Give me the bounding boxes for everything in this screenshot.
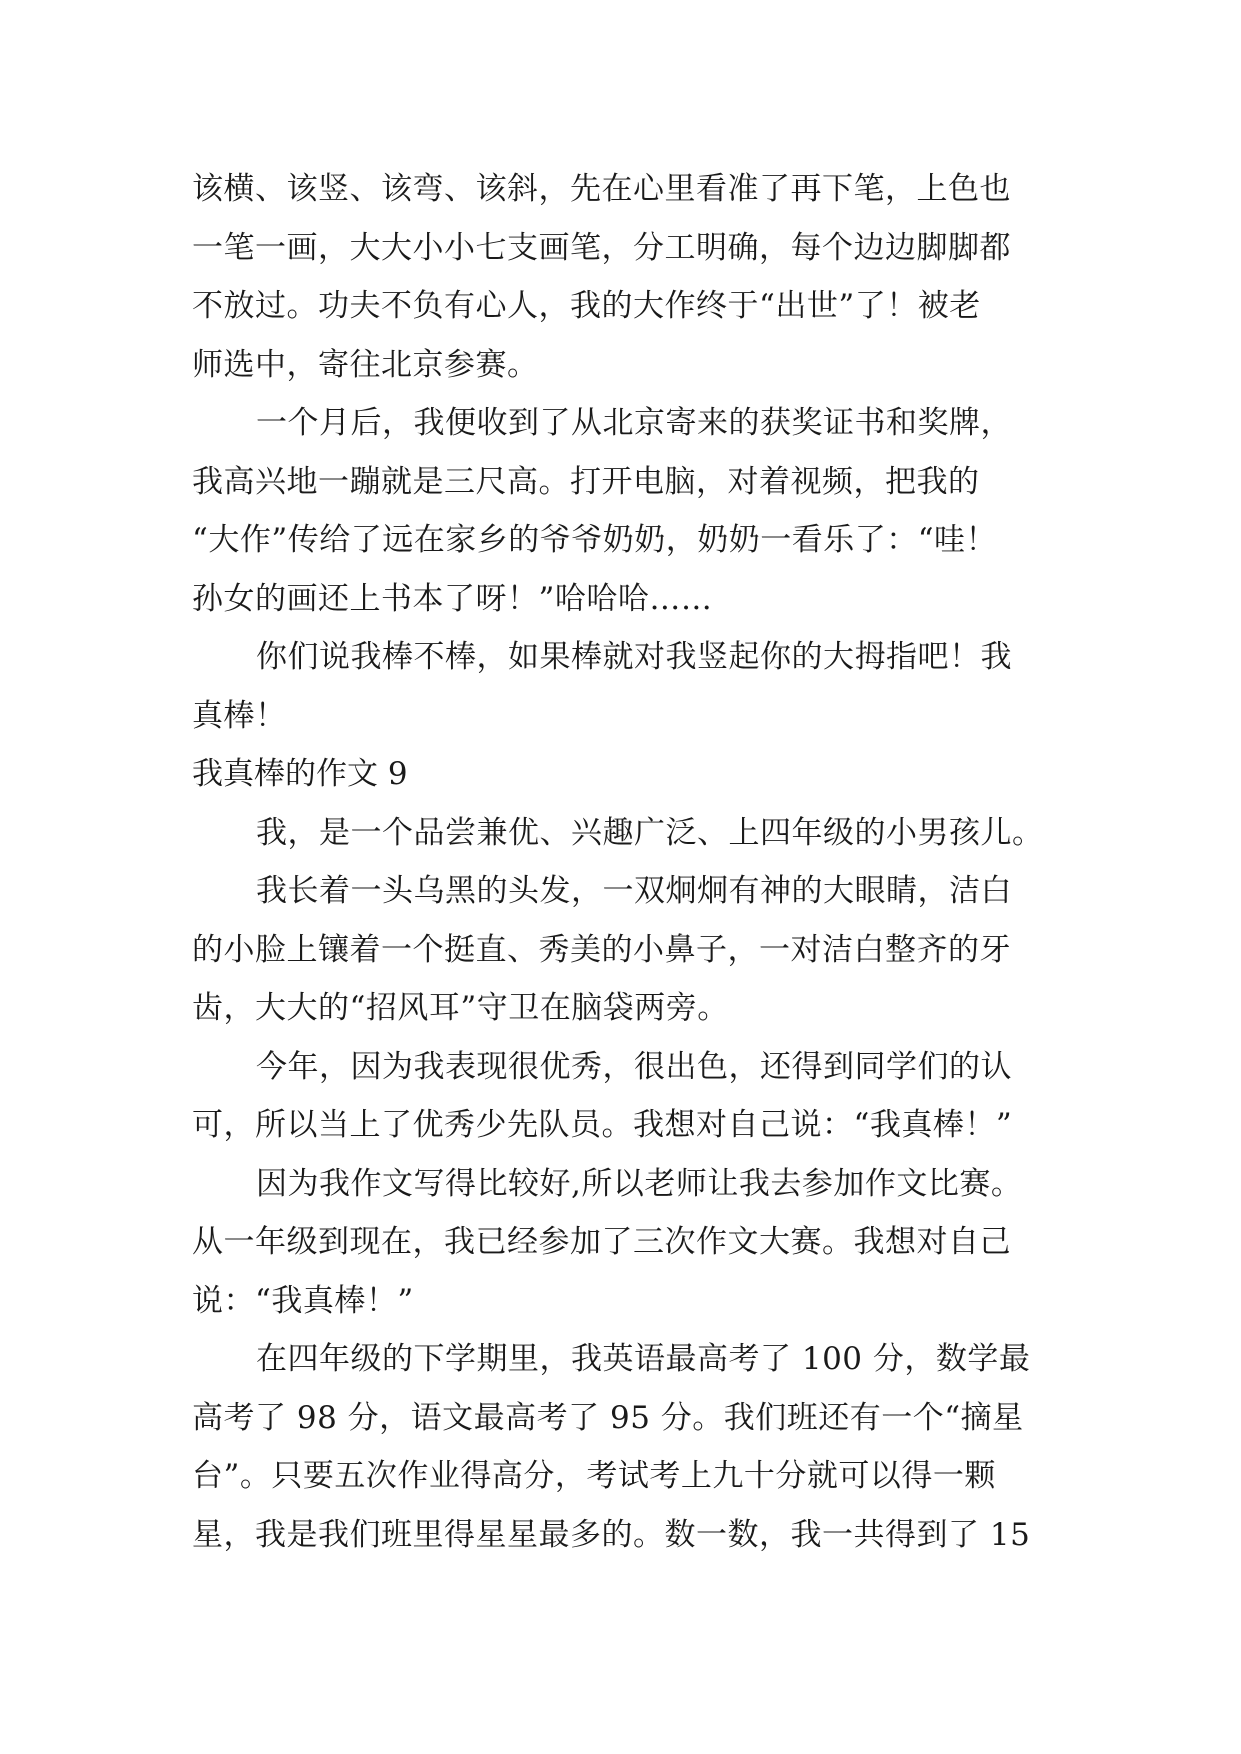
text-line: 从一年级到现在，我已经参加了三次作文大赛。我想对自己	[192, 1224, 1011, 1260]
paragraph-first-line: 我，是一个品尝兼优、兴趣广泛、上四年级的小男孩儿。	[256, 814, 1044, 851]
text-line: 孙女的画还上书本了呀！”哈哈哈……	[192, 580, 713, 617]
text-line: “大作”传给了远在家乡的爷爷奶奶，奶奶一看乐了：“哇！	[192, 522, 998, 558]
document-body	[192, 160, 1052, 1564]
paragraph-first-line: 一个月后，我便收到了从北京寄来的获奖证书和奖牌，	[256, 405, 1012, 441]
text-line: 齿，大大的“招风耳”守卫在脑袋两旁。	[192, 990, 729, 1026]
text-line: 星，我是我们班里得星星最多的。数一数，我一共得到了 15	[192, 1516, 1031, 1553]
text-line: 高考了 98 分，语文最高考了 95 分。我们班还有一个“摘星	[192, 1399, 1024, 1436]
paragraph-first-line: 今年，因为我表现很优秀，很出色，还得到同学们的认	[256, 1048, 1012, 1085]
text-line: 说：“我真棒！”	[192, 1282, 414, 1319]
text-line: 该横、该竖、该弯、该斜，先在心里看准了再下笔，上色也	[192, 171, 1011, 207]
text-line: 我高兴地一蹦就是三尺高。打开电脑，对着视频，把我的	[192, 463, 980, 500]
section-heading: 我真棒的作文 9	[192, 756, 408, 792]
paragraph-first-line: 因为我作文写得比较好,所以老师让我去参加作文比赛。	[256, 1165, 1023, 1202]
text-line: 师选中，寄往北京参赛。	[192, 346, 539, 383]
text-line: 台”。只要五次作业得高分，考试考上九十分就可以得一颗	[192, 1458, 996, 1494]
text-line: 一笔一画，大大小小七支画笔，分工明确，每个边边脚脚都	[192, 229, 1011, 266]
paragraph-first-line: 在四年级的下学期里，我英语最高考了 100 分，数学最	[256, 1341, 1031, 1377]
text-line: 真棒！	[192, 697, 287, 734]
paragraph-first-line: 我长着一头乌黑的头发，一双炯炯有神的大眼睛，洁白	[256, 873, 1012, 909]
text-line: 可，所以当上了优秀少先队员。我想对自己说：“我真棒！”	[192, 1107, 1013, 1143]
text-line: 不放过。功夫不负有心人，我的大作终于“出世”了！被老	[192, 288, 981, 324]
paragraph-first-line: 你们说我棒不棒，如果棒就对我竖起你的大拇指吧！我	[256, 639, 1012, 675]
text-line: 的小脸上镶着一个挺直、秀美的小鼻子，一对洁白整齐的牙	[192, 931, 1011, 968]
